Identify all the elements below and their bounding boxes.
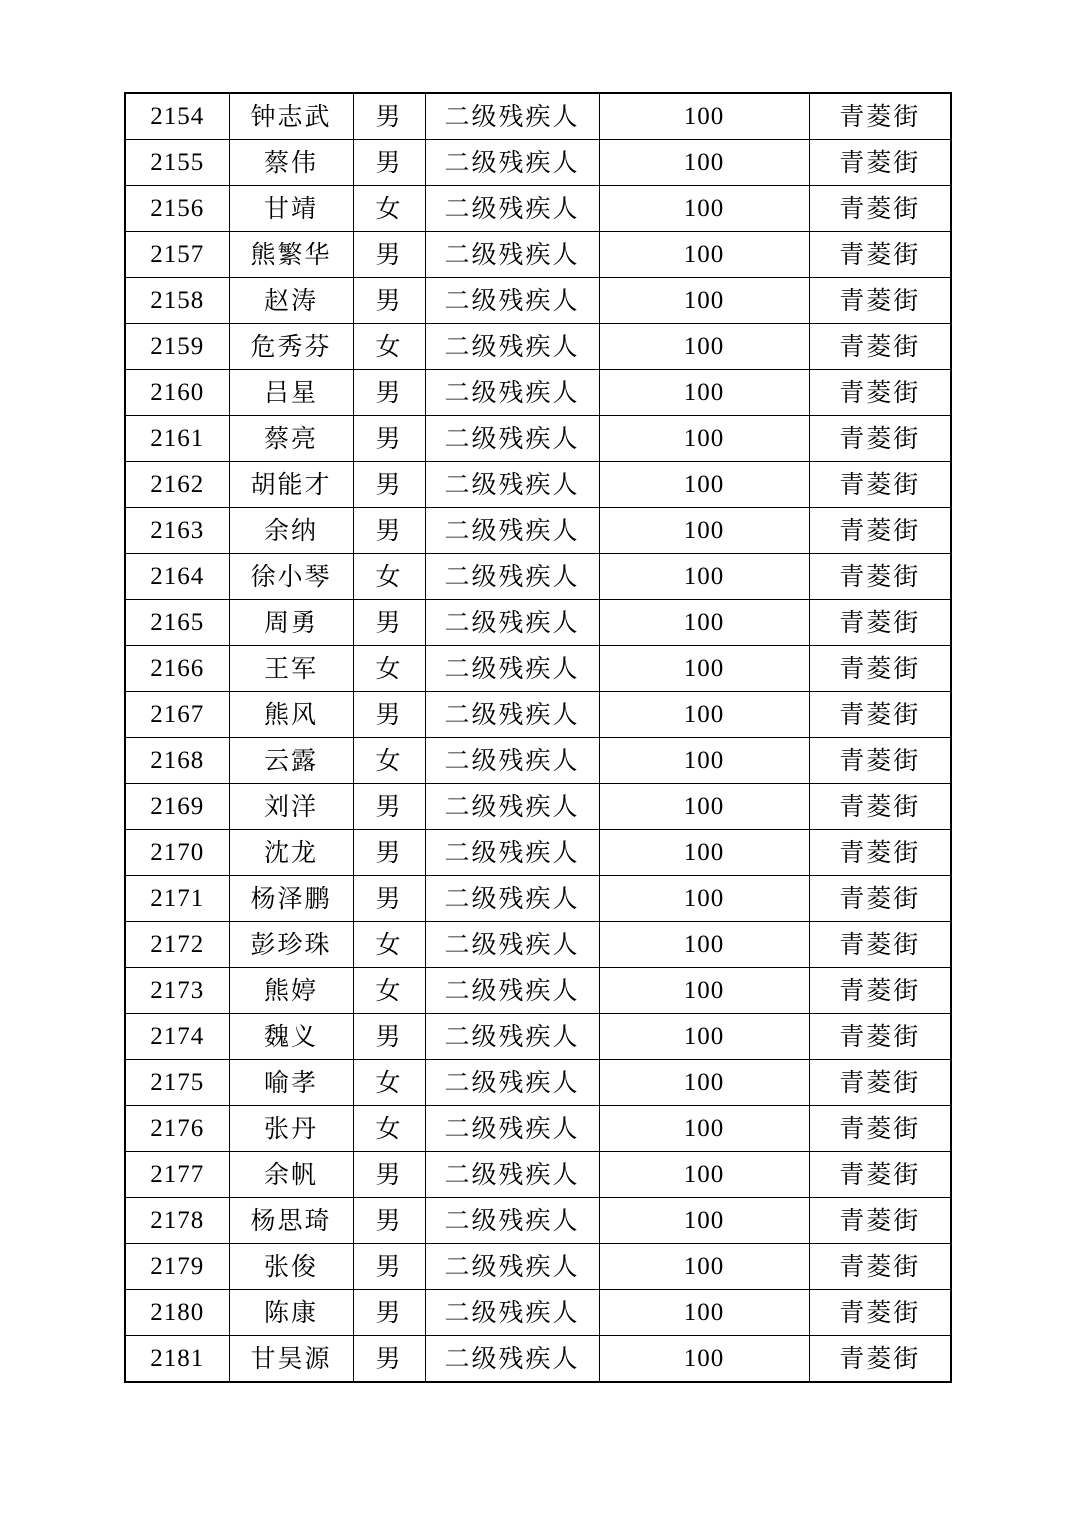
cell-category: 二级残疾人	[425, 186, 599, 232]
cell-gender: 女	[353, 1060, 425, 1106]
cell-serial-number: 2154	[125, 93, 229, 140]
cell-amount: 100	[599, 416, 809, 462]
cell-amount: 100	[599, 186, 809, 232]
table-row	[125, 416, 951, 462]
cell-serial-number: 2171	[125, 876, 229, 922]
cell-gender: 男	[353, 462, 425, 508]
cell-name: 吕星	[229, 370, 353, 416]
cell-street: 青菱街	[809, 646, 951, 692]
cell-amount: 100	[599, 324, 809, 370]
cell-name: 熊繁华	[229, 232, 353, 278]
cell-serial-number: 2164	[125, 554, 229, 600]
cell-name: 魏义	[229, 1014, 353, 1060]
cell-serial-number: 2173	[125, 968, 229, 1014]
cell-serial-number: 2181	[125, 1336, 229, 1383]
cell-serial-number: 2170	[125, 830, 229, 876]
cell-serial-number: 2159	[125, 324, 229, 370]
cell-serial-number: 2155	[125, 140, 229, 186]
cell-name: 蔡亮	[229, 416, 353, 462]
cell-amount: 100	[599, 600, 809, 646]
cell-gender: 女	[353, 324, 425, 370]
cell-gender: 男	[353, 278, 425, 324]
cell-amount: 100	[599, 278, 809, 324]
table-row	[125, 646, 951, 692]
cell-amount: 100	[599, 830, 809, 876]
cell-name: 胡能才	[229, 462, 353, 508]
cell-amount: 100	[599, 232, 809, 278]
table-row	[125, 140, 951, 186]
cell-name: 甘昊源	[229, 1336, 353, 1383]
table-row	[125, 324, 951, 370]
cell-serial-number: 2168	[125, 738, 229, 784]
cell-category: 二级残疾人	[425, 232, 599, 278]
cell-serial-number: 2175	[125, 1060, 229, 1106]
cell-gender: 女	[353, 554, 425, 600]
cell-amount: 100	[599, 1106, 809, 1152]
cell-gender: 男	[353, 508, 425, 554]
cell-gender: 女	[353, 968, 425, 1014]
cell-category: 二级残疾人	[425, 1336, 599, 1383]
cell-serial-number: 2163	[125, 508, 229, 554]
table-row	[125, 1060, 951, 1106]
cell-amount: 100	[599, 646, 809, 692]
cell-name: 杨思琦	[229, 1198, 353, 1244]
cell-street: 青菱街	[809, 968, 951, 1014]
cell-gender: 女	[353, 646, 425, 692]
cell-category: 二级残疾人	[425, 1014, 599, 1060]
cell-category: 二级残疾人	[425, 830, 599, 876]
table-row	[125, 232, 951, 278]
cell-category: 二级残疾人	[425, 1060, 599, 1106]
cell-amount: 100	[599, 1290, 809, 1336]
cell-gender: 男	[353, 1290, 425, 1336]
cell-amount: 100	[599, 1198, 809, 1244]
cell-name: 余帆	[229, 1152, 353, 1198]
cell-amount: 100	[599, 370, 809, 416]
cell-gender: 男	[353, 876, 425, 922]
cell-name: 沈龙	[229, 830, 353, 876]
table-row	[125, 508, 951, 554]
cell-name: 赵涛	[229, 278, 353, 324]
cell-street: 青菱街	[809, 692, 951, 738]
cell-street: 青菱街	[809, 1014, 951, 1060]
cell-gender: 女	[353, 738, 425, 784]
cell-name: 蔡伟	[229, 140, 353, 186]
cell-gender: 男	[353, 140, 425, 186]
cell-street: 青菱街	[809, 876, 951, 922]
table-row	[125, 600, 951, 646]
table-row	[125, 93, 951, 140]
table-row	[125, 186, 951, 232]
cell-category: 二级残疾人	[425, 140, 599, 186]
cell-category: 二级残疾人	[425, 968, 599, 1014]
cell-street: 青菱街	[809, 324, 951, 370]
cell-street: 青菱街	[809, 370, 951, 416]
cell-category: 二级残疾人	[425, 278, 599, 324]
cell-category: 二级残疾人	[425, 324, 599, 370]
cell-gender: 男	[353, 1152, 425, 1198]
cell-gender: 女	[353, 186, 425, 232]
cell-street: 青菱街	[809, 922, 951, 968]
cell-street: 青菱街	[809, 1152, 951, 1198]
cell-amount: 100	[599, 692, 809, 738]
cell-category: 二级残疾人	[425, 93, 599, 140]
table-row	[125, 1014, 951, 1060]
cell-category: 二级残疾人	[425, 416, 599, 462]
cell-serial-number: 2166	[125, 646, 229, 692]
cell-street: 青菱街	[809, 1060, 951, 1106]
cell-amount: 100	[599, 140, 809, 186]
table-row	[125, 968, 951, 1014]
cell-street: 青菱街	[809, 1244, 951, 1290]
cell-category: 二级残疾人	[425, 1106, 599, 1152]
cell-name: 刘洋	[229, 784, 353, 830]
cell-category: 二级残疾人	[425, 692, 599, 738]
cell-name: 王军	[229, 646, 353, 692]
cell-serial-number: 2176	[125, 1106, 229, 1152]
cell-category: 二级残疾人	[425, 646, 599, 692]
cell-amount: 100	[599, 554, 809, 600]
cell-gender: 男	[353, 1336, 425, 1383]
cell-amount: 100	[599, 462, 809, 508]
cell-amount: 100	[599, 93, 809, 140]
cell-name: 危秀芬	[229, 324, 353, 370]
cell-amount: 100	[599, 1060, 809, 1106]
cell-serial-number: 2158	[125, 278, 229, 324]
cell-gender: 女	[353, 922, 425, 968]
table-row	[125, 922, 951, 968]
cell-serial-number: 2156	[125, 186, 229, 232]
cell-name: 周勇	[229, 600, 353, 646]
table-row	[125, 278, 951, 324]
cell-name: 喻孝	[229, 1060, 353, 1106]
cell-street: 青菱街	[809, 1198, 951, 1244]
cell-category: 二级残疾人	[425, 1244, 599, 1290]
table-row	[125, 554, 951, 600]
cell-category: 二级残疾人	[425, 462, 599, 508]
table-row	[125, 1290, 951, 1336]
table-row	[125, 370, 951, 416]
cell-street: 青菱街	[809, 93, 951, 140]
cell-category: 二级残疾人	[425, 1198, 599, 1244]
cell-serial-number: 2160	[125, 370, 229, 416]
cell-street: 青菱街	[809, 186, 951, 232]
cell-amount: 100	[599, 508, 809, 554]
cell-gender: 男	[353, 93, 425, 140]
cell-name: 余纳	[229, 508, 353, 554]
cell-gender: 男	[353, 1198, 425, 1244]
beneficiary-table	[124, 92, 952, 1383]
cell-amount: 100	[599, 876, 809, 922]
cell-street: 青菱街	[809, 1336, 951, 1383]
cell-name: 杨泽鹏	[229, 876, 353, 922]
table-row	[125, 1336, 951, 1383]
cell-street: 青菱街	[809, 140, 951, 186]
cell-gender: 男	[353, 370, 425, 416]
table-row	[125, 1198, 951, 1244]
cell-name: 云露	[229, 738, 353, 784]
cell-category: 二级残疾人	[425, 922, 599, 968]
cell-street: 青菱街	[809, 462, 951, 508]
cell-amount: 100	[599, 1152, 809, 1198]
cell-category: 二级残疾人	[425, 554, 599, 600]
cell-gender: 男	[353, 416, 425, 462]
cell-street: 青菱街	[809, 554, 951, 600]
cell-gender: 女	[353, 1106, 425, 1152]
cell-name: 钟志武	[229, 93, 353, 140]
cell-category: 二级残疾人	[425, 784, 599, 830]
cell-gender: 男	[353, 232, 425, 278]
cell-street: 青菱街	[809, 738, 951, 784]
cell-name: 徐小琴	[229, 554, 353, 600]
cell-street: 青菱街	[809, 600, 951, 646]
cell-street: 青菱街	[809, 508, 951, 554]
cell-amount: 100	[599, 1014, 809, 1060]
cell-gender: 男	[353, 692, 425, 738]
cell-gender: 男	[353, 830, 425, 876]
table-row	[125, 738, 951, 784]
cell-amount: 100	[599, 738, 809, 784]
cell-category: 二级残疾人	[425, 1152, 599, 1198]
cell-name: 熊婷	[229, 968, 353, 1014]
cell-street: 青菱街	[809, 416, 951, 462]
cell-serial-number: 2162	[125, 462, 229, 508]
cell-category: 二级残疾人	[425, 508, 599, 554]
cell-street: 青菱街	[809, 784, 951, 830]
cell-serial-number: 2165	[125, 600, 229, 646]
cell-gender: 男	[353, 600, 425, 646]
cell-serial-number: 2179	[125, 1244, 229, 1290]
cell-amount: 100	[599, 784, 809, 830]
cell-gender: 男	[353, 1244, 425, 1290]
cell-serial-number: 2157	[125, 232, 229, 278]
cell-name: 甘靖	[229, 186, 353, 232]
table-row	[125, 692, 951, 738]
cell-category: 二级残疾人	[425, 876, 599, 922]
cell-name: 陈康	[229, 1290, 353, 1336]
cell-serial-number: 2167	[125, 692, 229, 738]
cell-serial-number: 2174	[125, 1014, 229, 1060]
table-row	[125, 1152, 951, 1198]
cell-amount: 100	[599, 968, 809, 1014]
cell-name: 熊风	[229, 692, 353, 738]
cell-amount: 100	[599, 922, 809, 968]
table-row	[125, 830, 951, 876]
cell-street: 青菱街	[809, 1106, 951, 1152]
table-body	[125, 93, 951, 1382]
cell-amount: 100	[599, 1336, 809, 1383]
cell-serial-number: 2169	[125, 784, 229, 830]
table-row	[125, 784, 951, 830]
cell-serial-number: 2177	[125, 1152, 229, 1198]
cell-category: 二级残疾人	[425, 738, 599, 784]
table-row	[125, 462, 951, 508]
cell-gender: 男	[353, 1014, 425, 1060]
table-row	[125, 876, 951, 922]
cell-name: 彭珍珠	[229, 922, 353, 968]
cell-street: 青菱街	[809, 232, 951, 278]
cell-category: 二级残疾人	[425, 1290, 599, 1336]
cell-name: 张丹	[229, 1106, 353, 1152]
cell-serial-number: 2178	[125, 1198, 229, 1244]
cell-street: 青菱街	[809, 1290, 951, 1336]
cell-gender: 男	[353, 784, 425, 830]
cell-category: 二级残疾人	[425, 600, 599, 646]
cell-street: 青菱街	[809, 830, 951, 876]
cell-serial-number: 2180	[125, 1290, 229, 1336]
cell-serial-number: 2161	[125, 416, 229, 462]
cell-serial-number: 2172	[125, 922, 229, 968]
table-row	[125, 1244, 951, 1290]
cell-category: 二级残疾人	[425, 370, 599, 416]
cell-street: 青菱街	[809, 278, 951, 324]
cell-name: 张俊	[229, 1244, 353, 1290]
cell-amount: 100	[599, 1244, 809, 1290]
table-row	[125, 1106, 951, 1152]
